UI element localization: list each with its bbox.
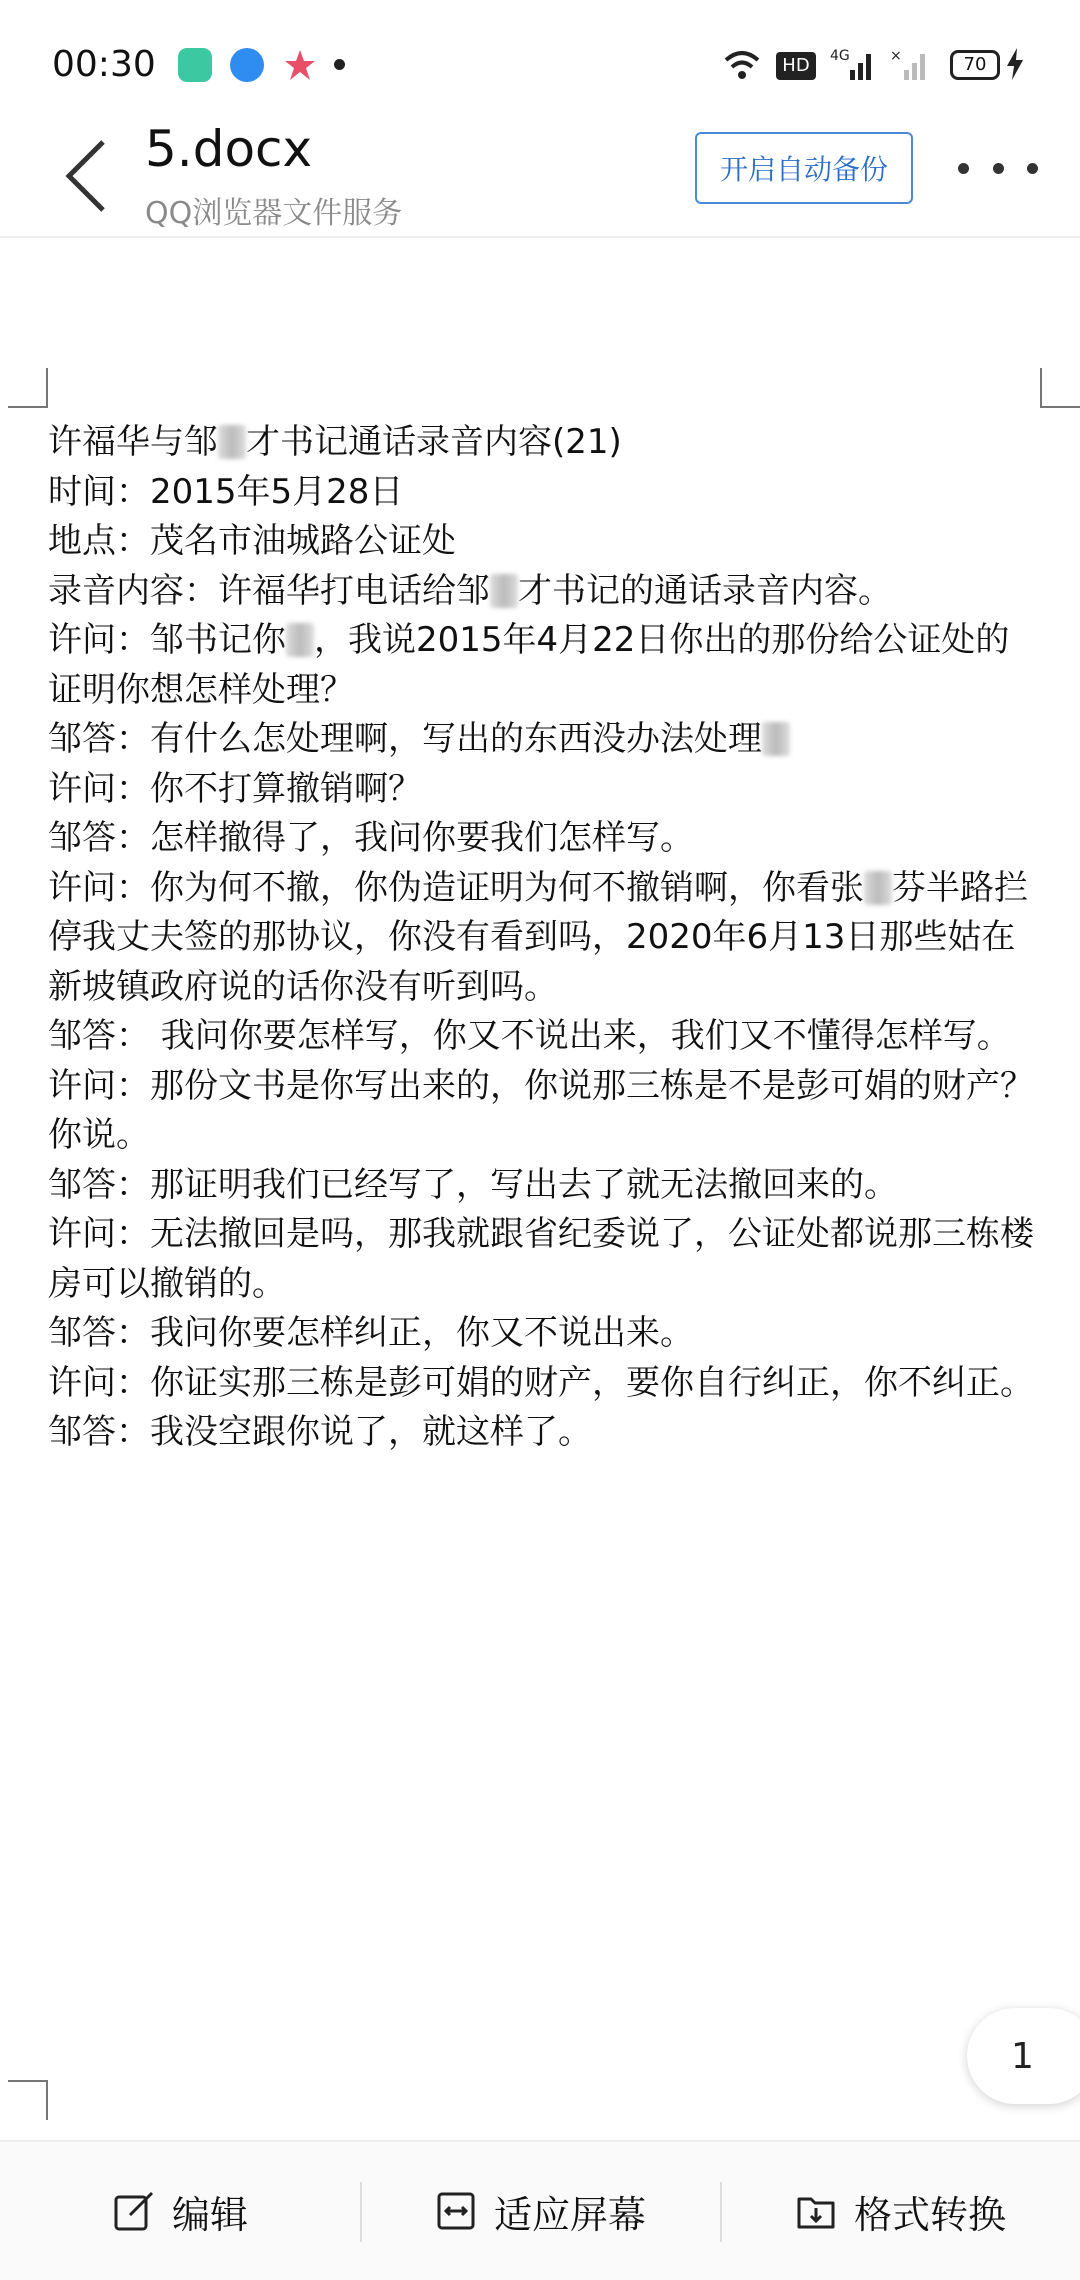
- page-corner-mark: [8, 368, 48, 408]
- bottom-toolbar: [0, 2140, 1080, 2280]
- svg-text:4G: 4G: [830, 48, 850, 64]
- file-title: 5.docx: [145, 120, 313, 178]
- page-corner-mark: [1040, 368, 1080, 408]
- fit-screen-button[interactable]: [360, 2142, 720, 2280]
- svg-text:×: ×: [890, 48, 902, 64]
- doc-paragraph: 邹答：我问你要怎样纠正，你又不说出来。: [48, 1313, 694, 1353]
- fit-screen-icon: [434, 2189, 478, 2233]
- signal-4g-icon: [830, 44, 878, 84]
- page-number-indicator[interactable]: 1: [967, 2008, 1080, 2104]
- auto-backup-button[interactable]: 开启自动备份: [695, 132, 913, 204]
- doc-paragraph: 邹答：我没空跟你说了，就这样了。: [48, 1412, 592, 1452]
- more-notifications-dot: [334, 59, 345, 70]
- redacted-mark: [218, 425, 246, 459]
- format-convert-button[interactable]: [720, 2142, 1080, 2280]
- page-corner-mark: [8, 2080, 48, 2120]
- more-options-button[interactable]: [958, 148, 1038, 188]
- hd-icon: HD: [776, 52, 816, 80]
- battery-icon: 70: [950, 50, 1000, 80]
- star-notification-icon: [283, 48, 317, 82]
- doc-paragraph: 邹答： 我问你要怎样写，你又不说出来，我们又不懂得怎样写。: [48, 1016, 1011, 1056]
- charging-icon: [1004, 44, 1026, 84]
- chevron-left-icon: [55, 128, 115, 224]
- more-dot-icon: [1027, 163, 1038, 174]
- doc-paragraph: 许问：你证实那三栋是彭可娟的财产，要你自行纠正，你不纠正。: [48, 1362, 1034, 1403]
- doc-paragraph: 许问：你为何不撤，你伪造证明为何不撤销啊，你看张 芬半路拦停我丈夫签的那协议，你没有看到吗，2020年6月13日那些姑在新坡镇政府说的话你没有听到吗。: [48, 867, 1028, 1007]
- signal-2-icon: [890, 44, 934, 84]
- document-body: [48, 418, 1038, 1458]
- redacted-mark: [864, 871, 892, 905]
- doc-paragraph: 许问：无法撤回是吗，那我就跟省纪委说了，公证处都说那三栋楼房可以撤销的。: [48, 1214, 1034, 1304]
- browser-notification-icon: [230, 48, 264, 82]
- header: [0, 110, 1080, 238]
- back-button[interactable]: [55, 128, 115, 224]
- doc-paragraph: 邹答：怎样撤得了，我问你要我们怎样写。: [48, 818, 694, 858]
- doc-paragraph: 许福华与邹 才书记通话录音内容(21): [48, 422, 622, 462]
- doc-paragraph: 地点：茂名市油城路公证处: [48, 521, 456, 561]
- doc-paragraph: 许问：你不打算撤销啊？: [48, 768, 422, 809]
- edit-icon: [112, 2189, 156, 2233]
- doc-paragraph: 录音内容：许福华打电话给邹 才书记的通话录音内容。: [48, 570, 892, 611]
- redacted-mark: [286, 623, 314, 657]
- doc-paragraph: 邹答：那证明我们已经写了，写出去了就无法撤回来的。: [48, 1164, 898, 1205]
- edit-button[interactable]: [0, 2142, 360, 2280]
- wifi-icon: [722, 44, 762, 84]
- redacted-mark: [490, 574, 518, 608]
- more-dot-icon: [958, 163, 969, 174]
- fit-screen-label: 适应屏幕: [493, 2192, 646, 2237]
- status-time: 00:30: [52, 44, 156, 85]
- app-notification-icon: [178, 48, 212, 82]
- doc-paragraph: 邹答：有什么怎处理啊，写出的东西没办法处理: [48, 715, 1038, 765]
- file-subtitle: QQ浏览器文件服务: [145, 196, 403, 231]
- redacted-mark: [762, 722, 790, 756]
- doc-paragraph: 时间：2015年5月28日: [48, 471, 404, 512]
- more-dot-icon: [993, 163, 1004, 174]
- doc-paragraph: 许问：邹书记你 ，我说2015年4月22日你出的那份给公证处的证明你想怎样处理？: [48, 620, 1010, 710]
- edit-label: 编辑: [171, 2192, 248, 2237]
- doc-paragraph: 许问：那份文书是你写出来的，你说那三栋是不是彭可娟的财产？你说。: [48, 1065, 1034, 1155]
- format-convert-label: 格式转换: [853, 2192, 1006, 2237]
- format-convert-icon: [794, 2189, 838, 2233]
